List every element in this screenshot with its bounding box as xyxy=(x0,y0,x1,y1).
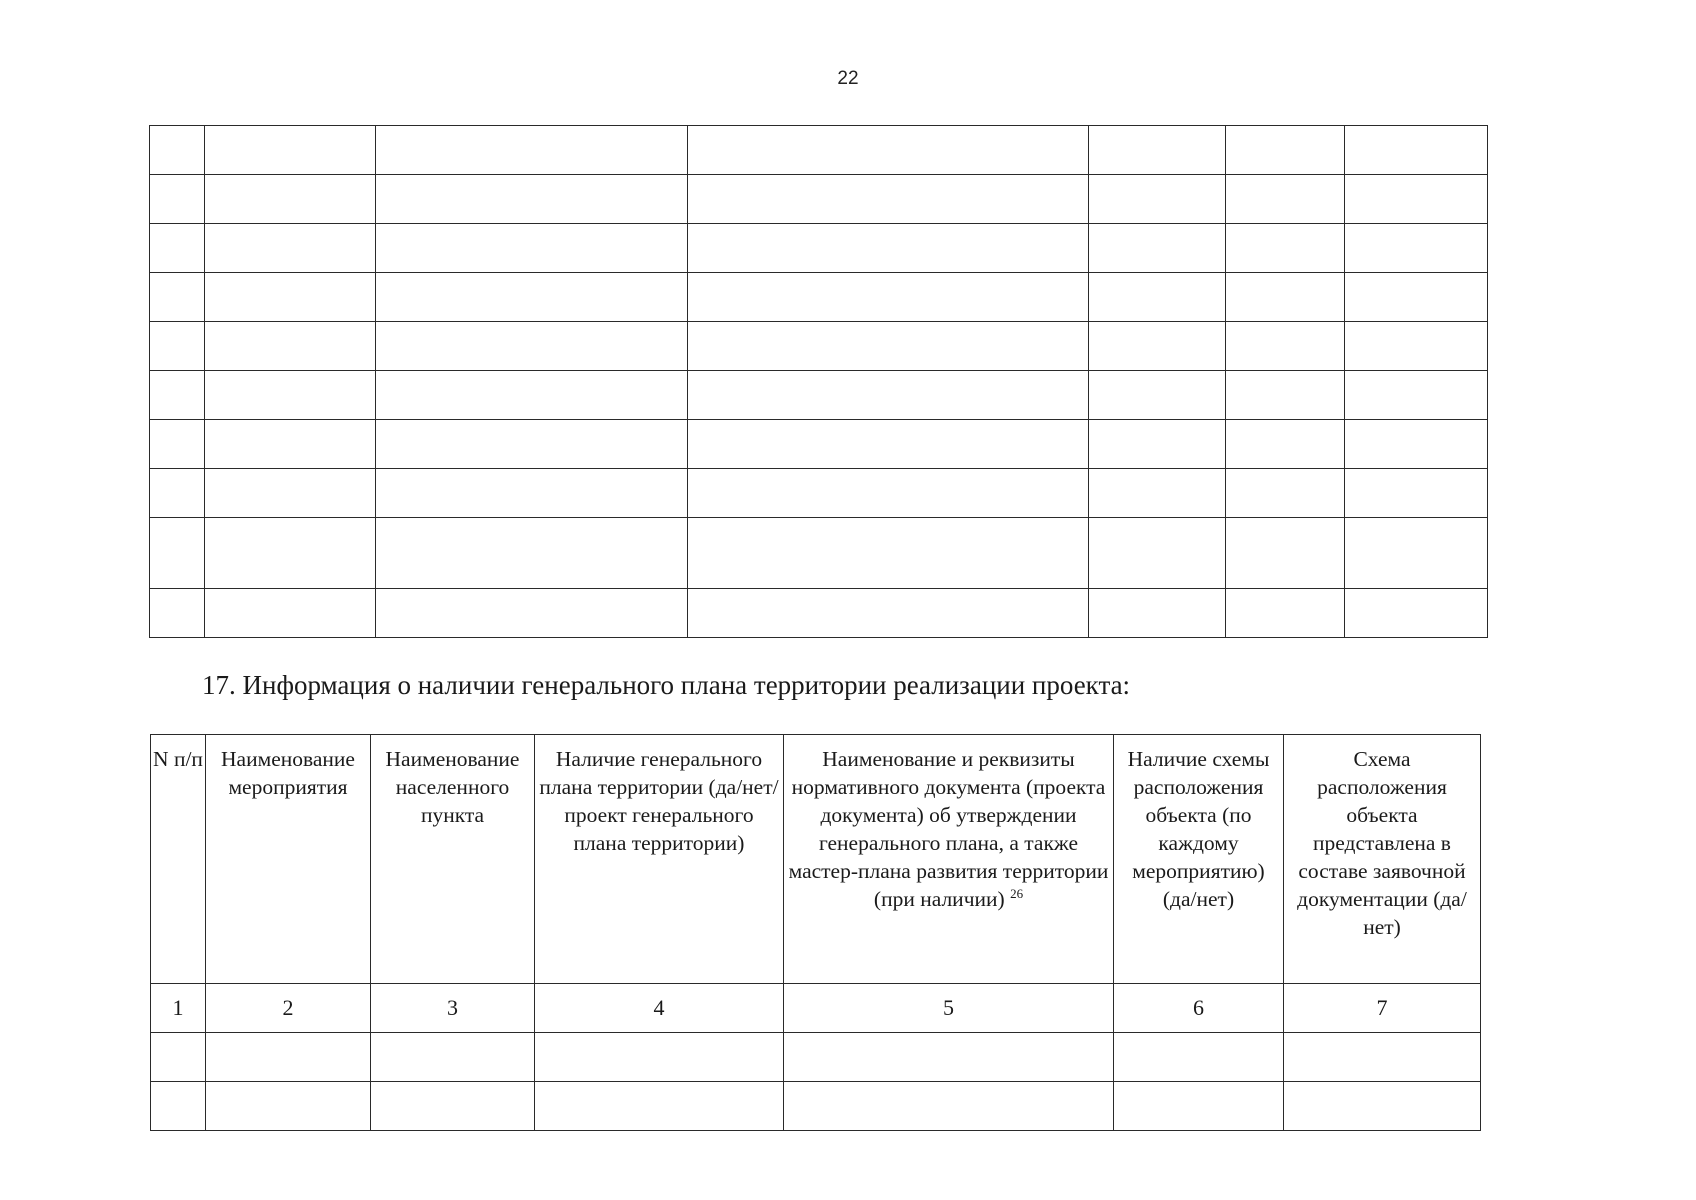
header-cell-number: N п/п xyxy=(151,735,206,984)
header-cell-scheme-in-documentation: Схема расположения объекта представлена в составе заявочной документации (да/нет) xyxy=(1284,735,1481,984)
column-number: 7 xyxy=(1284,984,1481,1033)
table-row xyxy=(150,518,1488,589)
general-plan-table xyxy=(150,734,1481,1131)
table-row xyxy=(150,420,1488,469)
column-number: 1 xyxy=(151,984,206,1033)
top-continuation-table xyxy=(149,125,1488,638)
footnote-ref: 26 xyxy=(1010,885,1024,901)
header-cell-normative-document-text: Наименование и реквизиты нормативного документа (проекта документа) об утверждении генерального плана, а также мастер-плана развития территории (при наличии) xyxy=(788,747,1109,911)
table-row xyxy=(150,224,1488,273)
page-number: 22 xyxy=(837,68,859,89)
column-number: 3 xyxy=(371,984,535,1033)
header-cell-settlement-name: Наименование населенного пункта xyxy=(371,735,535,984)
header-cell-activity-name: Наименование мероприятия xyxy=(206,735,371,984)
table-row xyxy=(150,589,1488,638)
table-row xyxy=(150,273,1488,322)
column-number: 6 xyxy=(1114,984,1284,1033)
table-row xyxy=(150,175,1488,224)
table-row xyxy=(151,1082,1481,1131)
column-number: 5 xyxy=(784,984,1114,1033)
table-row xyxy=(150,126,1488,175)
header-cell-normative-document xyxy=(784,735,1114,984)
header-row xyxy=(151,735,1481,984)
header-cell-general-plan-availability: Наличие генерального плана территории (да/нет/проект генерального плана территории) xyxy=(535,735,784,984)
table-row xyxy=(150,371,1488,420)
table-row xyxy=(151,1033,1481,1082)
table-row xyxy=(150,469,1488,518)
column-number: 4 xyxy=(535,984,784,1033)
column-number-row xyxy=(151,984,1481,1033)
section-17-heading: 17. Информация о наличии генерального плана территории реализации проекта: xyxy=(202,670,1131,700)
column-number: 2 xyxy=(206,984,371,1033)
header-cell-layout-scheme: Наличие схемы расположения объекта (по каждому мероприятию) (да/нет) xyxy=(1114,735,1284,984)
table-row xyxy=(150,322,1488,371)
